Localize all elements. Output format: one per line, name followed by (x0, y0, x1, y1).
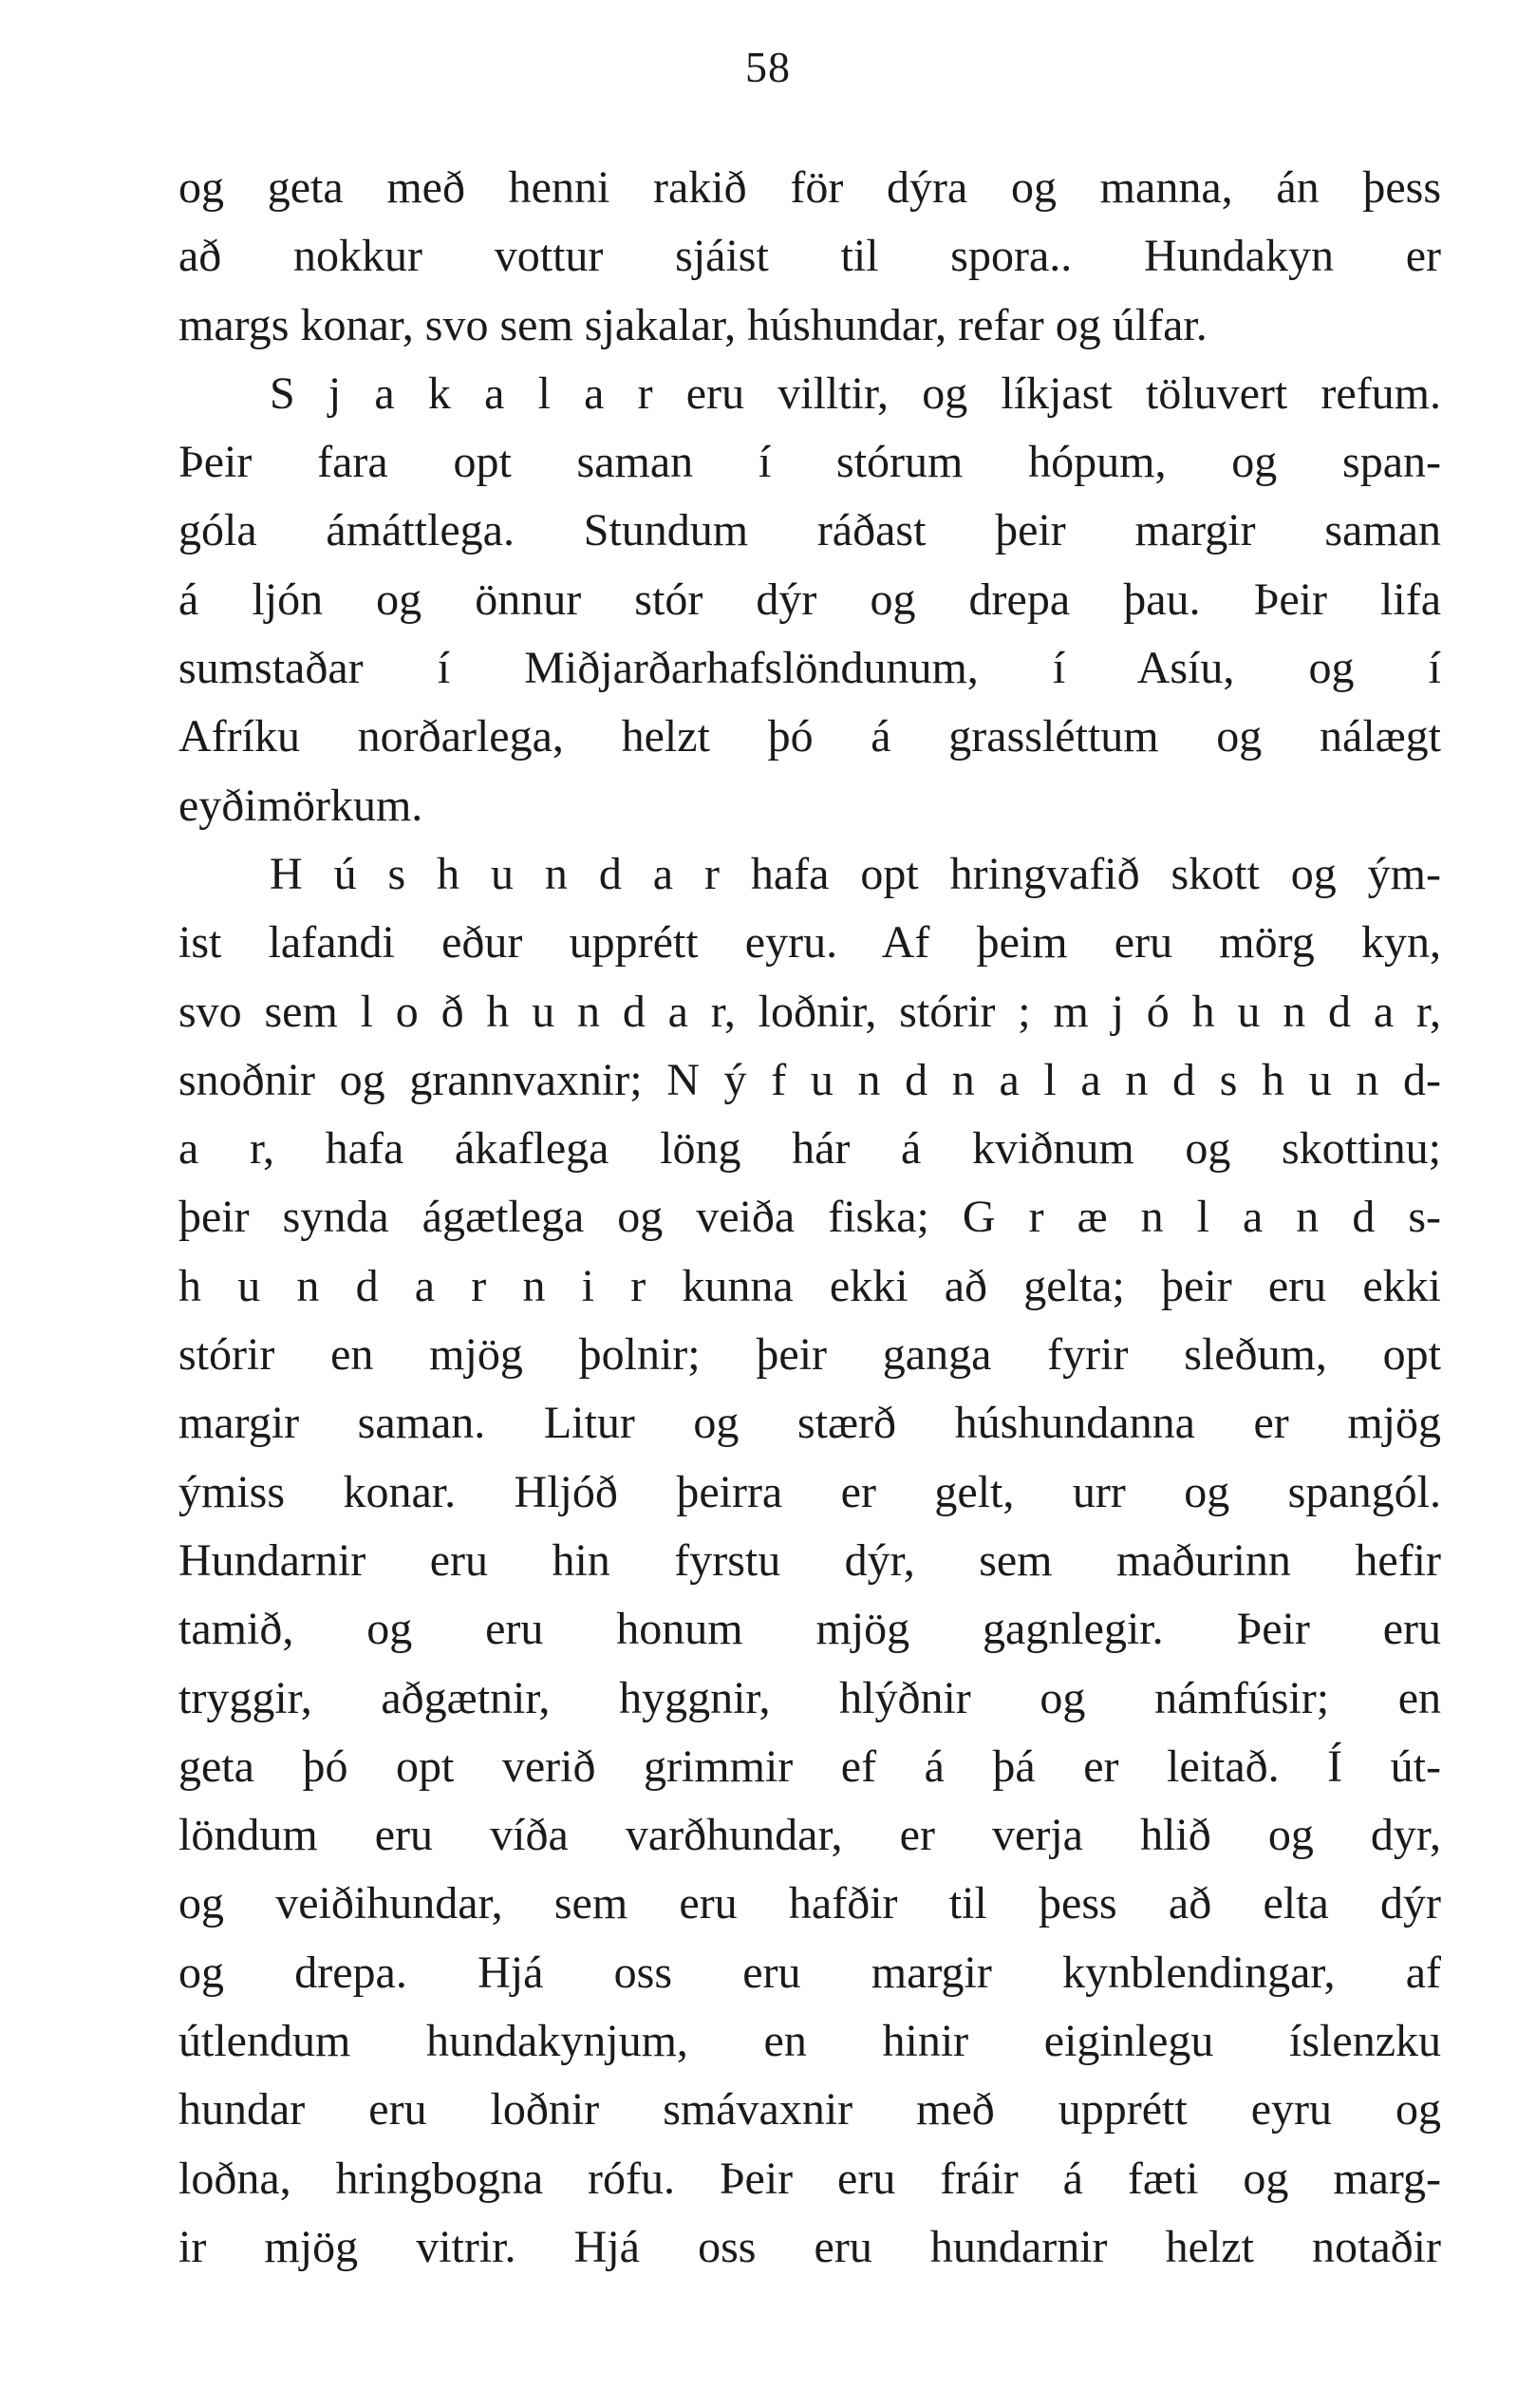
text-line: og geta með henni rakið för dýra og manna, án þess (178, 162, 1441, 213)
body-text (178, 154, 1441, 2282)
text-line: loðna, hringbogna rófu. Þeir eru fráir á fæti og marg- (178, 2153, 1441, 2204)
text-line: eyðimörkum. (178, 780, 423, 831)
page-number: 58 (745, 43, 791, 91)
text-line: a r, hafa ákaflega löng hár á kviðnum og skottinu; (178, 1123, 1441, 1175)
text-line: ir mjög vitrir. Hjá oss eru hundarnir helzt notaðir (178, 2221, 1441, 2272)
text-line: að nokkur vottur sjáist til spora.. Hundakyn er (178, 231, 1441, 282)
text-line: Hundarnir eru hin fyrstu dýr, sem maðurinn hefir (178, 1534, 1441, 1586)
text-line: tryggir, aðgætnir, hyggnir, hlýðnir og námfúsir; en (178, 1672, 1441, 1723)
text-line: tamið, og eru honum mjög gagnlegir. Þeir eru (178, 1604, 1441, 1655)
text-line: löndum eru víða varðhundar, er verja hlið og dyr, (178, 1810, 1441, 1861)
text-line: h u n d a r n i r kunna ekki að gelta; þeir eru ekki (178, 1260, 1441, 1311)
text-line: geta þó opt verið grimmir ef á þá er leitað. Í út- (178, 1740, 1441, 1792)
text-line: á ljón og önnur stór dýr og drepa þau. Þeir lifa (178, 574, 1441, 625)
text-line: stórir en mjög þolnir; þeir ganga fyrir sleðum, opt (178, 1329, 1441, 1381)
text-line: og drepa. Hjá oss eru margir kynblendingar, af (178, 1947, 1441, 1998)
text-line: Afríku norðarlega, helzt þó á grassléttum og nálægt (178, 711, 1441, 762)
text-line: margir saman. Litur og stærð húshundanna er mjög (178, 1398, 1441, 1449)
text-line: margs konar, svo sem sjakalar, húshundar, refar og úlfar. (178, 299, 1208, 350)
text-line: sumstaðar í Miðjarðarhafslöndunum, í Asíu, og í (178, 643, 1441, 694)
text-line: snoðnir og grannvaxnir; N ý f u n d n a l a n d s h u n d- (178, 1054, 1441, 1105)
text-line: ist lafandi eður upprétt eyru. Af þeim eru mörg kyn, (178, 917, 1441, 969)
text-line: þeir synda ágætlega og veiða fiska; G r æ n l a n d s- (178, 1192, 1441, 1243)
text-line: góla ámáttlega. Stundum ráðast þeir margir saman (178, 505, 1441, 556)
text-line: hundar eru loðnir smávaxnir með upprétt eyru og (178, 2084, 1441, 2135)
text-line: og veiðihundar, sem eru hafðir til þess að elta dýr (178, 1878, 1441, 1929)
text-line: H ú s h u n d a r hafa opt hringvafið skott og ým- (270, 848, 1441, 899)
text-line: ýmiss konar. Hljóð þeirra er gelt, urr og spangól. (178, 1466, 1441, 1517)
text-line: S j a k a l a r eru villtir, og líkjast töluvert refum. (270, 367, 1441, 419)
text-line: Þeir fara opt saman í stórum hópum, og span- (178, 437, 1441, 488)
text-line: útlendum hundakynjum, en hinir eiginlegu íslenzku (178, 2016, 1441, 2067)
text-line: svo sem l o ð h u n d a r, loðnir, stórir ; m j ó h u n d a r, (178, 986, 1441, 1037)
